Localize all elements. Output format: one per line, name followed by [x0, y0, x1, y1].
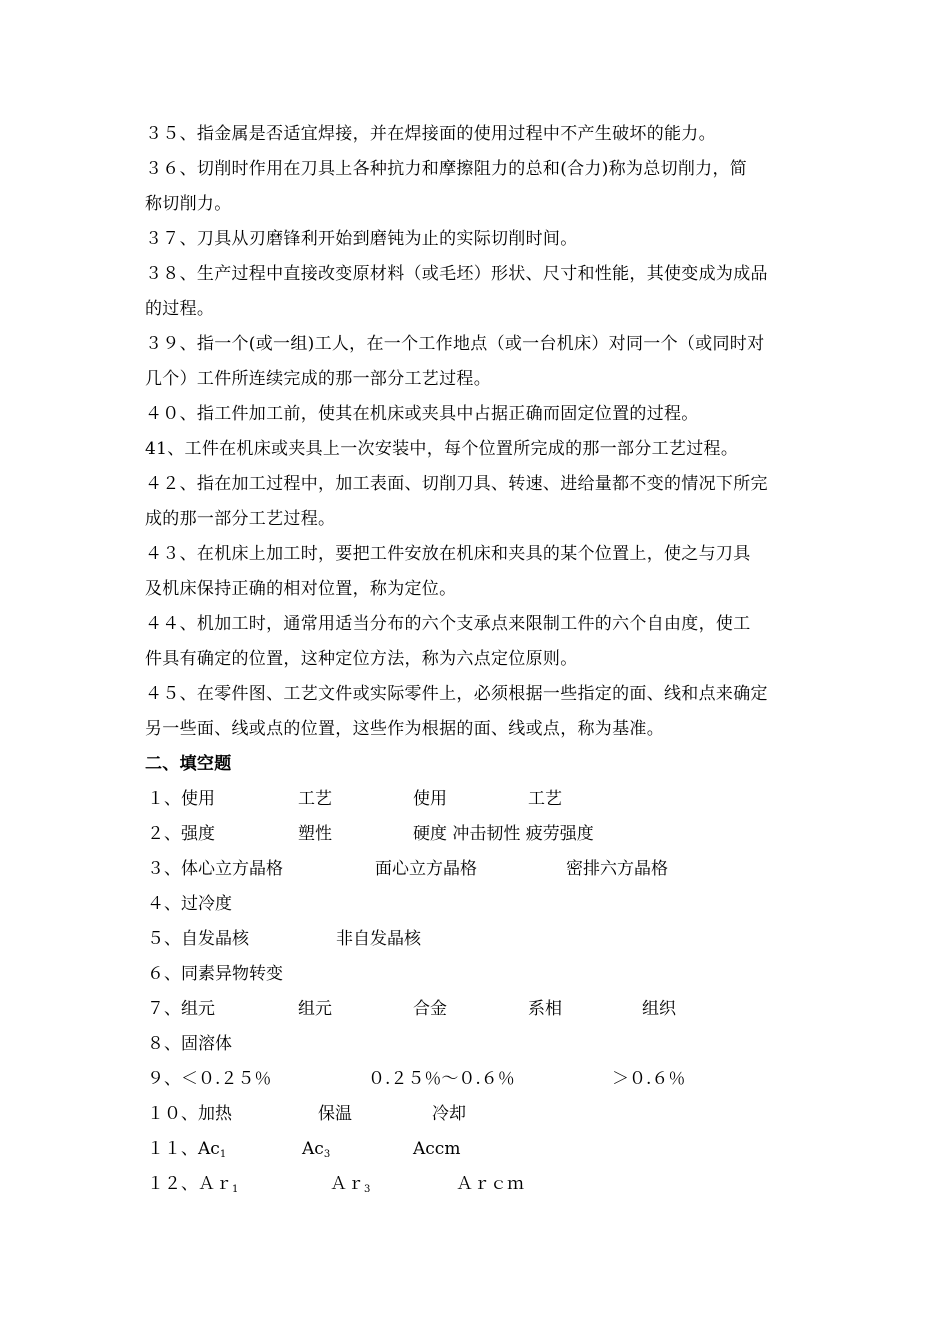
fill-answer: ９、＜０.２５％: [147, 1069, 272, 1089]
subscript: 3: [364, 1184, 371, 1195]
fill-answer: [330, 1173, 370, 1201]
fill-answer: ５、自发晶核: [147, 929, 249, 949]
answer-line: ４３、在机床上加工时，要把工件安放在机床和夹具的某个位置上，使之与刀具: [145, 544, 751, 564]
fill-answer: ０.２５％～０.６％: [368, 1069, 515, 1089]
temperature-label: Ac: [198, 1139, 220, 1159]
subscript: 1: [232, 1184, 239, 1195]
fill-answer: 塑性: [298, 824, 332, 844]
answer-line: ３６、切削时作用在刀具上各种抗力和摩擦阻力的总和(合力)称为总切削力，简: [145, 159, 748, 179]
temperature-label: Ａｒ: [330, 1174, 364, 1194]
fill-answer: 硬度 冲击韧性 疲劳强度: [413, 824, 594, 844]
answer-line: ３８、生产过程中直接改变原材料（或毛坯）形状、尺寸和性能，其使变成为成品: [145, 264, 768, 284]
answer-line: 几个）工件所连续完成的那一部分工艺过程。: [145, 369, 491, 389]
answer-line: 的过程。: [145, 299, 215, 319]
fill-answer: Ａｒｃｍ: [456, 1174, 524, 1194]
fill-answer: 组元: [298, 999, 332, 1019]
fill-answer: ６、同素异物转变: [147, 964, 283, 984]
fill-answer: ＞０.６％: [612, 1069, 686, 1089]
answer-line: 成的那一部分工艺过程。: [145, 509, 336, 529]
fill-answer: 冷却: [432, 1104, 466, 1124]
answer-line: 件具有确定的位置，这种定位方法，称为六点定位原则。: [145, 649, 578, 669]
fill-answer: 组织: [642, 999, 676, 1019]
fill-answer: ３、体心立方晶格: [147, 859, 283, 879]
fill-answer: 合金: [413, 999, 447, 1019]
answer-line: 及机床保持正确的相对位置，称为定位。: [145, 579, 457, 599]
answer-line: ４０、指工件加工前，使其在机床或夹具中占据正确而固定位置的过程。: [145, 404, 699, 424]
subscript: 1: [219, 1149, 227, 1160]
row-prefix: １１、: [147, 1139, 198, 1159]
subscript: 3: [323, 1149, 331, 1160]
fill-answer: [302, 1138, 330, 1166]
row-prefix: １２、: [147, 1174, 198, 1194]
fill-answer: 面心立方晶格: [375, 859, 477, 879]
fill-answer: [147, 1173, 238, 1201]
answer-line: ３９、指一个(或一组)工人，在一个工作地点（或一台机床）对同一个（或同时对: [145, 334, 765, 354]
answer-line: ３５、指金属是否适宜焊接，并在焊接面的使用过程中不产生破坏的能力。: [145, 124, 716, 144]
fill-answer: １、使用: [147, 789, 215, 809]
fill-answer: ７、组元: [147, 999, 215, 1019]
fill-answer: ４、过冷度: [147, 894, 232, 914]
answer-line: ４４、机加工时，通常用适当分布的六个支承点来限制工件的六个自由度，使工: [145, 614, 751, 634]
answer-line: ４２、指在加工过程中，加工表面、切削刀具、转速、进给量都不变的情况下所完: [145, 474, 768, 494]
answer-line: 41、工件在机床或夹具上一次安装中，每个位置所完成的那一部分工艺过程。: [145, 439, 739, 459]
fill-answer: [147, 1138, 226, 1166]
section-heading: 二、填空题: [145, 754, 232, 774]
fill-answer: 使用: [413, 789, 447, 809]
answer-line: 称切削力。: [145, 194, 232, 214]
fill-answer: 工艺: [298, 789, 332, 809]
fill-answer: 保温: [318, 1104, 352, 1124]
fill-answer: 工艺: [528, 789, 562, 809]
answer-line: ３７、刀具从刃磨锋利开始到磨钝为止的实际切削时间。: [145, 229, 578, 249]
fill-answer: １０、加热: [147, 1104, 232, 1124]
fill-answer: ８、固溶体: [147, 1034, 232, 1054]
temperature-label: Ac: [302, 1139, 324, 1159]
temperature-label: Ａｒ: [198, 1174, 232, 1194]
answer-line: ４５、在零件图、工艺文件或实际零件上，必须根据一些指定的面、线和点来确定: [145, 684, 768, 704]
fill-answer: ２、强度: [147, 824, 215, 844]
fill-answer: 非自发晶核: [336, 929, 421, 949]
fill-answer: 密排六方晶格: [566, 859, 668, 879]
answer-line: 另一些面、线或点的位置，这些作为根据的面、线或点，称为基准。: [145, 719, 664, 739]
fill-answer: Accm: [413, 1139, 461, 1159]
fill-answer: 系相: [528, 999, 562, 1019]
